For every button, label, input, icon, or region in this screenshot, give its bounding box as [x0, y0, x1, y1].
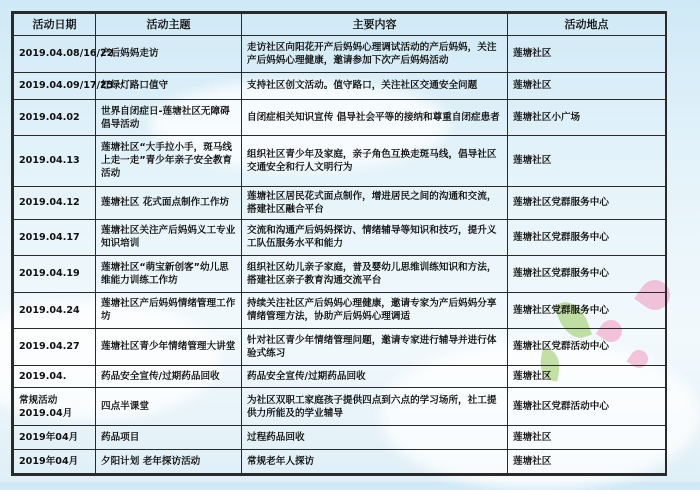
row-place: 莲塘社区 [508, 426, 666, 450]
table-row [14, 186, 666, 219]
table-row [14, 388, 666, 426]
row-date: 2019年04月 [14, 450, 96, 474]
row-content: 针对社区青少年情绪管理问题，邀请专家进行辅导并进行体验式练习 [242, 329, 508, 366]
row-content: 持续关注社区产后妈妈心理健康，邀请专家为产后妈妈分享情绪管理方法，协助产后妈妈心理调适 [242, 292, 508, 329]
row-content: 常规老年人探访 [242, 450, 508, 474]
row-content: 组织社区幼儿亲子家庭，普及婴幼儿思维训练知识和方法，搭建社区亲子教育沟通交流平台 [242, 256, 508, 293]
row-content: 走访社区向阳花开产后妈妈心理调试活动的产后妈妈，关注产后妈妈心理健康，邀请参加下次产后妈妈活动 [242, 36, 508, 73]
row-date: 2019年04月 [14, 426, 96, 450]
table-row [14, 292, 666, 329]
row-content: 药品安全宣传/过期药品回收 [242, 365, 508, 388]
table-row [14, 219, 666, 256]
activity-schedule-sheet [11, 11, 667, 476]
row-theme: 莲塘社区关注产后妈妈义工专业知识培训 [96, 219, 242, 256]
row-place: 莲塘社区 [508, 72, 666, 99]
row-date: 2019.04.09/17/25 [14, 72, 96, 99]
row-place: 莲塘社区小广场 [508, 99, 666, 136]
table-row [14, 450, 666, 474]
row-place: 莲塘社区党群服务中心 [508, 219, 666, 256]
row-date: 2019.04. [14, 365, 96, 388]
table-header-row [14, 14, 666, 36]
row-date: 2019.04.19 [14, 256, 96, 293]
row-date: 2019.04.24 [14, 292, 96, 329]
row-date: 2019.04.13 [14, 136, 96, 186]
row-theme: 世界自闭症日-莲塘社区无障碍倡导活动 [96, 99, 242, 136]
row-place: 莲塘社区 [508, 36, 666, 73]
table-row [14, 256, 666, 293]
row-place: 莲塘社区党群服务中心 [508, 256, 666, 293]
row-content: 过程药品回收 [242, 426, 508, 450]
header-date: 活动日期 [14, 14, 96, 36]
table-row [14, 329, 666, 366]
row-theme: 莲塘社区“大手拉小手，斑马线上走一走”青少年亲子安全教育活动 [96, 136, 242, 186]
row-content: 交流和沟通产后妈妈探访、情绪辅导等知识和技巧，提升义工队伍服务水平和能力 [242, 219, 508, 256]
row-theme: 夕阳计划 老年探访活动 [96, 450, 242, 474]
row-date: 常规活动 2019.04月 [14, 388, 96, 426]
row-theme: 莲塘社区 花式面点制作工作坊 [96, 186, 242, 219]
row-theme: 莲塘社区产后妈妈情绪管理工作坊 [96, 292, 242, 329]
table-row [14, 136, 666, 186]
header-content: 主要内容 [242, 14, 508, 36]
table-row [14, 36, 666, 73]
header-theme: 活动主题 [96, 14, 242, 36]
row-place: 莲塘社区党群服务中心 [508, 292, 666, 329]
row-place: 莲塘社区 [508, 450, 666, 474]
row-content: 组织社区青少年及家庭，亲子角色互换走斑马线，倡导社区交通安全和行人文明行为 [242, 136, 508, 186]
row-theme: 莲塘社区“萌宝新创客”幼儿思维能力训练工作坊 [96, 256, 242, 293]
row-place: 莲塘社区党群服务中心 [508, 186, 666, 219]
row-place: 莲塘社区党群活动中心 [508, 329, 666, 366]
table-row [14, 365, 666, 388]
row-content: 为社区双职工家庭孩子提供四点到六点的学习场所，社工提供力所能及的学业辅导 [242, 388, 508, 426]
row-theme: 莲塘社区青少年情绪管理大讲堂 [96, 329, 242, 366]
row-theme: 药品项目 [96, 426, 242, 450]
row-content: 莲塘社区居民花式面点制作，增进居民之间的沟通和交流，搭建社区融合平台 [242, 186, 508, 219]
row-date: 2019.04.27 [14, 329, 96, 366]
row-theme: 药品安全宣传/过期药品回收 [96, 365, 242, 388]
row-place: 莲塘社区党群活动中心 [508, 388, 666, 426]
row-date: 2019.04.08/16/22 [14, 36, 96, 73]
row-theme: 产后妈妈走访 [96, 36, 242, 73]
row-content: 支持社区创文活动。值守路口，关注社区交通安全问题 [242, 72, 508, 99]
table-row [14, 99, 666, 136]
row-place: 莲塘社区 [508, 365, 666, 388]
row-place: 莲塘社区 [508, 136, 666, 186]
row-theme: 四点半课堂 [96, 388, 242, 426]
activity-table [13, 13, 666, 474]
table-row [14, 72, 666, 99]
row-date: 2019.04.02 [14, 99, 96, 136]
header-place: 活动地点 [508, 14, 666, 36]
row-theme: 红绿灯路口值守 [96, 72, 242, 99]
row-date: 2019.04.17 [14, 219, 96, 256]
table-row [14, 426, 666, 450]
row-content: 自闭症相关知识宣传 倡导社会平等的接纳和尊重自闭症患者 [242, 99, 508, 136]
row-date: 2019.04.12 [14, 186, 96, 219]
